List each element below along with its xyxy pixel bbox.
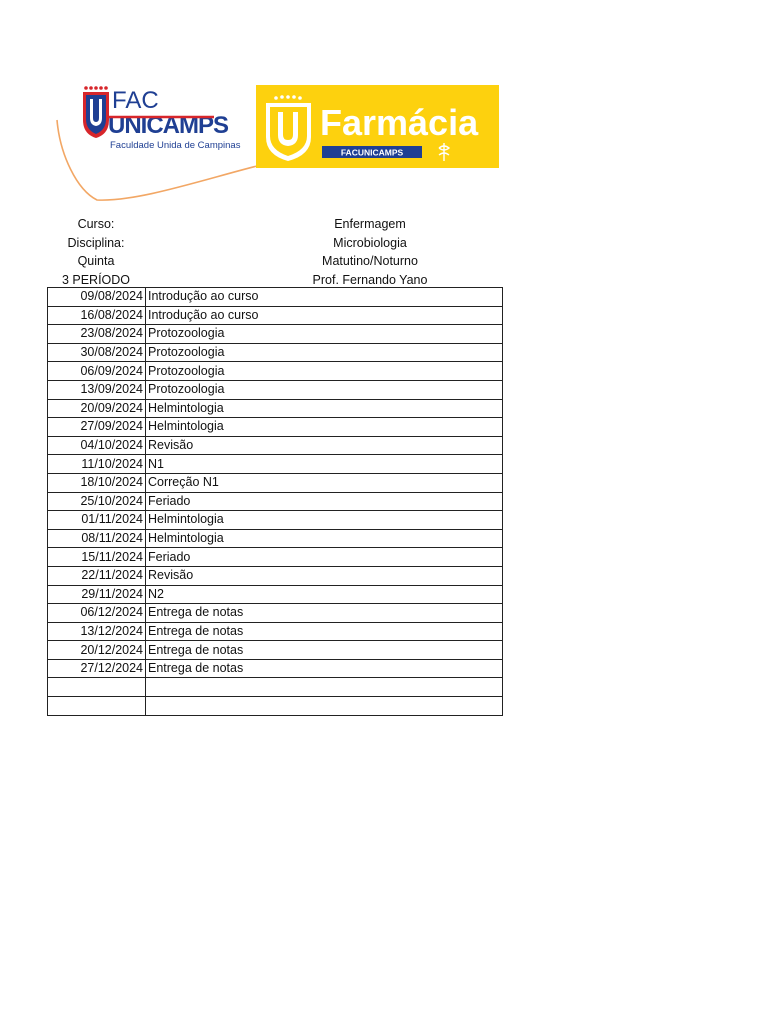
topic-cell [146,697,503,716]
table-row [48,380,503,399]
topic-cell: Entrega de notas [146,622,503,641]
date-cell: 20/12/2024 [48,641,146,660]
schedule-table [47,287,503,716]
table-row [48,529,503,548]
date-cell: 27/12/2024 [48,659,146,678]
logo-facunicamps-text: FACUNICAMPS [340,147,404,158]
period-label: 3 PERÍODO [61,273,131,287]
date-cell: 13/09/2024 [48,380,146,399]
logo-stars [274,95,302,100]
date-cell: 15/11/2024 [48,548,146,567]
date-cell: 04/10/2024 [48,436,146,455]
table-row [48,473,503,492]
topic-cell: N2 [146,585,503,604]
topic-cell: N1 [146,455,503,474]
date-cell: 09/08/2024 [48,288,146,307]
logo-tagline-text: Faculdade Unida de Campinas [110,140,241,151]
course-label: Curso: [77,217,115,231]
topic-cell: Feriado [146,492,503,511]
topic-cell: Revisão [146,436,503,455]
table-row [48,362,503,381]
logo-unicamps-text: UNICAMPS [108,112,229,139]
table-row [48,288,503,307]
topic-cell: Entrega de notas [146,604,503,623]
table-row [48,418,503,437]
discipline-row [47,234,503,252]
table-row [48,566,503,585]
date-cell: 23/08/2024 [48,325,146,344]
table-row [48,492,503,511]
table-row [48,325,503,344]
topic-cell: Helmintologia [146,511,503,530]
table-row [48,659,503,678]
day-row [47,252,503,270]
date-cell: 20/09/2024 [48,399,146,418]
topic-cell: Protozoologia [146,343,503,362]
date-cell [48,678,146,697]
table-row [48,455,503,474]
topic-cell: Entrega de notas [146,659,503,678]
table-row [48,604,503,623]
date-cell: 30/08/2024 [48,343,146,362]
table-row [48,399,503,418]
date-cell: 16/08/2024 [48,306,146,325]
course-value: Enfermagem [334,217,406,231]
table-row [48,436,503,455]
shift-value: Matutino/Noturno [322,254,418,268]
logo-stars [84,86,108,90]
table-row [48,306,503,325]
topic-cell: Feriado [146,548,503,567]
professor-value: Prof. Fernando Yano [312,273,428,287]
date-cell: 06/12/2024 [48,604,146,623]
topic-cell: Protozoologia [146,325,503,344]
facunicamps-logo [52,80,262,205]
topic-cell: Helmintologia [146,399,503,418]
topic-cell: Helmintologia [146,418,503,437]
caduceus-icon [439,143,449,161]
table-row [48,641,503,660]
date-cell: 11/10/2024 [48,455,146,474]
date-cell [48,697,146,716]
shield-emblem-icon [83,92,109,138]
date-cell: 13/12/2024 [48,622,146,641]
schedule-body [48,288,503,716]
table-row [48,697,503,716]
table-row [48,511,503,530]
date-cell: 01/11/2024 [48,511,146,530]
logo-farmacia-text: Farmácia [320,102,479,143]
date-cell: 06/09/2024 [48,362,146,381]
table-row [48,678,503,697]
date-cell: 08/11/2024 [48,529,146,548]
logo-fac-text: FAC [112,87,159,114]
topic-cell: Introdução ao curso [146,288,503,307]
topic-cell: Correção N1 [146,473,503,492]
weekday-label: Quinta [77,254,115,268]
date-cell: 18/10/2024 [48,473,146,492]
topic-cell [146,678,503,697]
topic-cell: Introdução ao curso [146,306,503,325]
date-cell: 22/11/2024 [48,566,146,585]
topic-cell: Entrega de notas [146,641,503,660]
table-row [48,343,503,362]
discipline-label: Disciplina: [67,236,125,250]
date-cell: 29/11/2024 [48,585,146,604]
topic-cell: Protozoologia [146,362,503,381]
date-cell: 25/10/2024 [48,492,146,511]
topic-cell: Helmintologia [146,529,503,548]
farmacia-logo [256,85,499,168]
table-row [48,548,503,567]
discipline-value: Microbiologia [333,236,407,250]
table-row [48,622,503,641]
shield-emblem-icon [266,103,311,161]
date-cell: 27/09/2024 [48,418,146,437]
table-row [48,585,503,604]
topic-cell: Protozoologia [146,380,503,399]
topic-cell: Revisão [146,566,503,585]
course-row [47,215,503,233]
